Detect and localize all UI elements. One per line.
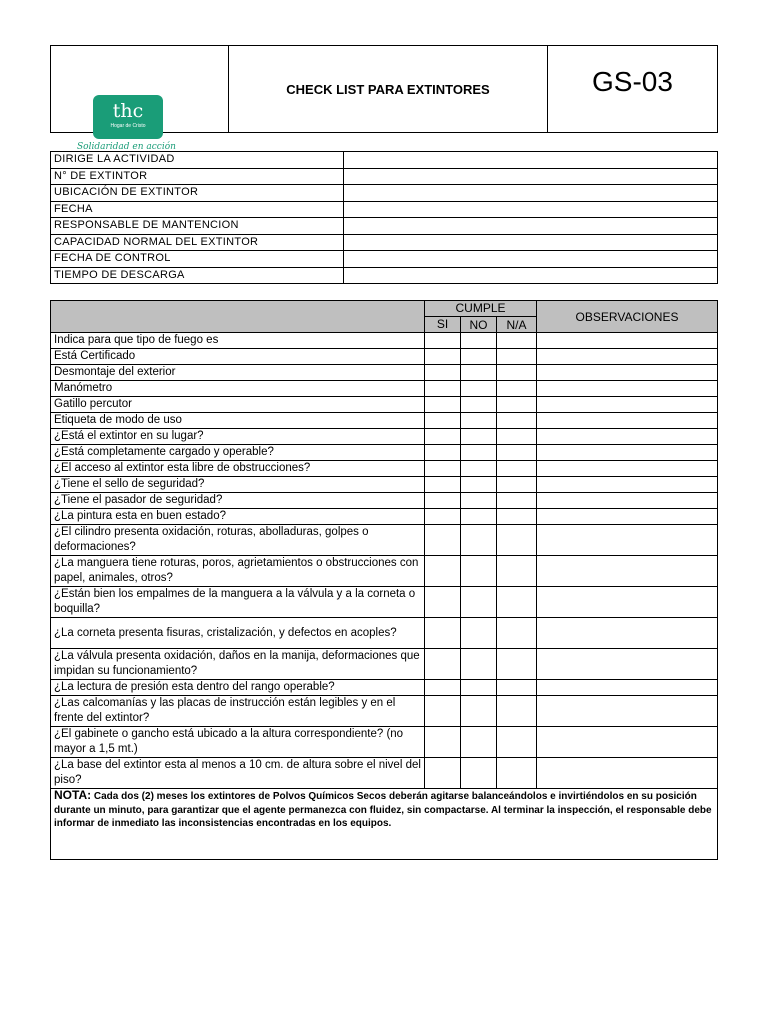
cumple-header: CUMPLE xyxy=(425,301,537,317)
checklist-item-label: ¿Está el extintor en su lugar? xyxy=(51,429,425,445)
si-checkbox-cell[interactable] xyxy=(425,429,461,445)
si-checkbox-cell[interactable] xyxy=(425,493,461,509)
info-row xyxy=(51,218,718,235)
si-checkbox-cell[interactable] xyxy=(425,618,461,649)
checklist-row xyxy=(51,349,718,365)
si-checkbox-cell[interactable] xyxy=(425,758,461,789)
checklist-row xyxy=(51,727,718,758)
checklist-item-label: ¿El cilindro presenta oxidación, roturas, abolladuras, golpes o deformaciones? xyxy=(51,525,425,556)
info-label: FECHA xyxy=(51,201,344,218)
info-label: FECHA DE CONTROL xyxy=(51,251,344,268)
no-checkbox-cell[interactable] xyxy=(461,461,497,477)
no-checkbox-cell[interactable] xyxy=(461,618,497,649)
checklist-row xyxy=(51,333,718,349)
observaciones-header: OBSERVACIONES xyxy=(537,301,718,333)
observaciones-field[interactable] xyxy=(537,618,718,649)
checklist-row xyxy=(51,525,718,556)
info-label: CAPACIDAD NORMAL DEL EXTINTOR xyxy=(51,234,344,251)
si-checkbox-cell[interactable] xyxy=(425,349,461,365)
item-header-cell xyxy=(51,301,425,333)
checklist-row xyxy=(51,461,718,477)
no-checkbox-cell[interactable] xyxy=(461,556,497,587)
note-cell xyxy=(51,789,718,860)
no-header: NO xyxy=(461,317,497,333)
no-checkbox-cell[interactable] xyxy=(461,349,497,365)
no-checkbox-cell[interactable] xyxy=(461,477,497,493)
info-value-field[interactable] xyxy=(344,218,718,235)
checklist-item-label: ¿Tiene el sello de seguridad? xyxy=(51,477,425,493)
note-label: NOTA: xyxy=(54,788,92,802)
si-checkbox-cell[interactable] xyxy=(425,680,461,696)
si-checkbox-cell[interactable] xyxy=(425,413,461,429)
na-checkbox-cell[interactable] xyxy=(497,333,537,349)
observaciones-field[interactable] xyxy=(537,727,718,758)
observaciones-field[interactable] xyxy=(537,461,718,477)
checklist-row xyxy=(51,397,718,413)
checklist-item-label: ¿La manguera tiene roturas, poros, agrietamientos o obstrucciones con papel, animales, otros? xyxy=(51,556,425,587)
no-checkbox-cell[interactable] xyxy=(461,365,497,381)
checklist-row xyxy=(51,381,718,397)
si-checkbox-cell[interactable] xyxy=(425,397,461,413)
info-label: N° DE EXTINTOR xyxy=(51,168,344,185)
checklist-row xyxy=(51,649,718,680)
si-checkbox-cell[interactable] xyxy=(425,477,461,493)
checklist-item-label: ¿Las calcomanías y las placas de instrucción están legibles y en el frente del extintor? xyxy=(51,696,425,727)
info-row xyxy=(51,234,718,251)
observaciones-field[interactable] xyxy=(537,556,718,587)
checklist-item-label: ¿Está completamente cargado y operable? xyxy=(51,445,425,461)
observaciones-field[interactable] xyxy=(537,758,718,789)
observaciones-field[interactable] xyxy=(537,649,718,680)
checklist-row xyxy=(51,365,718,381)
info-value-field[interactable] xyxy=(344,185,718,202)
logo-mark: thc xyxy=(112,100,144,122)
no-checkbox-cell[interactable] xyxy=(461,493,497,509)
observaciones-field[interactable] xyxy=(537,445,718,461)
checklist-row xyxy=(51,680,718,696)
no-checkbox-cell[interactable] xyxy=(461,429,497,445)
checklist-item-label: Manómetro xyxy=(51,381,425,397)
si-checkbox-cell[interactable] xyxy=(425,381,461,397)
na-checkbox-cell[interactable] xyxy=(497,349,537,365)
na-checkbox-cell[interactable] xyxy=(497,509,537,525)
info-value-field[interactable] xyxy=(344,152,718,169)
info-row xyxy=(51,201,718,218)
checklist-item-label: Está Certificado xyxy=(51,349,425,365)
no-checkbox-cell[interactable] xyxy=(461,445,497,461)
no-checkbox-cell[interactable] xyxy=(461,333,497,349)
checklist-row xyxy=(51,477,718,493)
info-table xyxy=(50,151,718,284)
no-checkbox-cell[interactable] xyxy=(461,680,497,696)
checklist-item-label: ¿El acceso al extintor esta libre de obstrucciones? xyxy=(51,461,425,477)
checklist-item-label: ¿Están bien los empalmes de la manguera a la válvula y a la corneta o boquilla? xyxy=(51,587,425,618)
si-checkbox-cell[interactable] xyxy=(425,556,461,587)
info-label: DIRIGE LA ACTIVIDAD xyxy=(51,152,344,169)
observaciones-field[interactable] xyxy=(537,696,718,727)
si-checkbox-cell[interactable] xyxy=(425,445,461,461)
info-value-field[interactable] xyxy=(344,234,718,251)
document-header xyxy=(50,45,718,152)
na-checkbox-cell[interactable] xyxy=(497,461,537,477)
checklist-row xyxy=(51,445,718,461)
info-value-field[interactable] xyxy=(344,168,718,185)
info-value-field[interactable] xyxy=(344,267,718,284)
no-checkbox-cell[interactable] xyxy=(461,381,497,397)
info-row xyxy=(51,251,718,268)
na-checkbox-cell[interactable] xyxy=(497,413,537,429)
si-checkbox-cell[interactable] xyxy=(425,333,461,349)
checklist-item-label: ¿La lectura de presión esta dentro del rango operable? xyxy=(51,680,425,696)
logo-cell xyxy=(51,46,229,152)
no-checkbox-cell[interactable] xyxy=(461,727,497,758)
si-checkbox-cell[interactable] xyxy=(425,509,461,525)
na-checkbox-cell[interactable] xyxy=(497,397,537,413)
na-checkbox-cell[interactable] xyxy=(497,587,537,618)
checklist-item-label: ¿La corneta presenta fisuras, cristalización, y defectos en acoples? xyxy=(51,618,425,649)
na-header: N/A xyxy=(497,317,537,333)
checklist-row xyxy=(51,618,718,649)
info-value-field[interactable] xyxy=(344,251,718,268)
checklist-item-label: Indica para que tipo de fuego es xyxy=(51,333,425,349)
na-checkbox-cell[interactable] xyxy=(497,618,537,649)
info-row xyxy=(51,168,718,185)
si-header: SI xyxy=(425,317,461,333)
observaciones-field[interactable] xyxy=(537,525,718,556)
checklist-item-label: ¿La válvula presenta oxidación, daños en la manija, deformaciones que impidan su funcionamiento? xyxy=(51,649,425,680)
observaciones-field[interactable] xyxy=(537,509,718,525)
si-checkbox-cell[interactable] xyxy=(425,365,461,381)
na-checkbox-cell[interactable] xyxy=(497,680,537,696)
na-checkbox-cell[interactable] xyxy=(497,381,537,397)
observaciones-field[interactable] xyxy=(537,493,718,509)
checklist-row xyxy=(51,758,718,789)
checklist-table xyxy=(50,300,718,860)
checklist-row xyxy=(51,696,718,727)
no-checkbox-cell[interactable] xyxy=(461,587,497,618)
na-checkbox-cell[interactable] xyxy=(497,696,537,727)
document-code: GS-03 xyxy=(592,66,673,97)
observaciones-field[interactable] xyxy=(537,397,718,413)
observaciones-field[interactable] xyxy=(537,413,718,429)
info-label: RESPONSABLE DE MANTENCION xyxy=(51,218,344,235)
no-checkbox-cell[interactable] xyxy=(461,696,497,727)
checklist-item-label: Etiqueta de modo de uso xyxy=(51,413,425,429)
no-checkbox-cell[interactable] xyxy=(461,649,497,680)
na-checkbox-cell[interactable] xyxy=(497,429,537,445)
note-row xyxy=(51,789,718,860)
na-checkbox-cell[interactable] xyxy=(497,649,537,680)
logo-slogan: Solidaridad en acción xyxy=(77,142,176,152)
na-checkbox-cell[interactable] xyxy=(497,477,537,493)
observaciones-field[interactable] xyxy=(537,365,718,381)
no-checkbox-cell[interactable] xyxy=(461,525,497,556)
observaciones-field[interactable] xyxy=(537,477,718,493)
na-checkbox-cell[interactable] xyxy=(497,556,537,587)
na-checkbox-cell[interactable] xyxy=(497,525,537,556)
si-checkbox-cell[interactable] xyxy=(425,649,461,680)
note-text: Cada dos (2) meses los extintores de Polvos Químicos Secos deberán agitarse balanceándolos e invirtiéndolos en su posición durante un minuto, para garantizar que el agente permanezca con fluidez, sin compactarse. Al terminar la inspección, el responsable debe informar de inmediato las inconsistencias encontradas en los equipos. xyxy=(54,791,712,829)
observaciones-field[interactable] xyxy=(537,333,718,349)
info-label: TIEMPO DE DESCARGA xyxy=(51,267,344,284)
document-title: CHECK LIST PARA EXTINTORES xyxy=(229,46,548,132)
na-checkbox-cell[interactable] xyxy=(497,758,537,789)
checklist-item-label: ¿Tiene el pasador de seguridad? xyxy=(51,493,425,509)
checklist-item-label: Gatillo percutor xyxy=(51,397,425,413)
observaciones-field[interactable] xyxy=(537,349,718,365)
na-checkbox-cell[interactable] xyxy=(497,365,537,381)
logo-subtitle: Hogar de Cristo xyxy=(110,123,146,129)
na-checkbox-cell[interactable] xyxy=(497,445,537,461)
logo xyxy=(93,95,163,139)
observaciones-field[interactable] xyxy=(537,429,718,445)
checklist-row xyxy=(51,556,718,587)
na-checkbox-cell[interactable] xyxy=(497,493,537,509)
si-checkbox-cell[interactable] xyxy=(425,525,461,556)
checklist-item-label: Desmontaje del exterior xyxy=(51,365,425,381)
checklist-item-label: ¿La base del extintor esta al menos a 10 cm. de altura sobre el nivel del piso? xyxy=(51,758,425,789)
checklist-row xyxy=(51,429,718,445)
no-checkbox-cell[interactable] xyxy=(461,758,497,789)
no-checkbox-cell[interactable] xyxy=(461,397,497,413)
info-row xyxy=(51,185,718,202)
no-checkbox-cell[interactable] xyxy=(461,413,497,429)
observaciones-field[interactable] xyxy=(537,587,718,618)
na-checkbox-cell[interactable] xyxy=(497,727,537,758)
si-checkbox-cell[interactable] xyxy=(425,461,461,477)
checklist-row xyxy=(51,413,718,429)
si-checkbox-cell[interactable] xyxy=(425,696,461,727)
checklist-row xyxy=(51,587,718,618)
checklist-item-label: ¿La pintura esta en buen estado? xyxy=(51,509,425,525)
checklist-row xyxy=(51,509,718,525)
checklist-item-label: ¿El gabinete o gancho está ubicado a la altura correspondiente? (no mayor a 1,5 mt.) xyxy=(51,727,425,758)
info-row xyxy=(51,267,718,284)
observaciones-field[interactable] xyxy=(537,680,718,696)
info-row xyxy=(51,152,718,169)
info-label: UBICACIÓN DE EXTINTOR xyxy=(51,185,344,202)
checklist-header-row xyxy=(51,301,718,317)
si-checkbox-cell[interactable] xyxy=(425,587,461,618)
info-value-field[interactable] xyxy=(344,201,718,218)
si-checkbox-cell[interactable] xyxy=(425,727,461,758)
checklist-row xyxy=(51,493,718,509)
observaciones-field[interactable] xyxy=(537,381,718,397)
no-checkbox-cell[interactable] xyxy=(461,509,497,525)
